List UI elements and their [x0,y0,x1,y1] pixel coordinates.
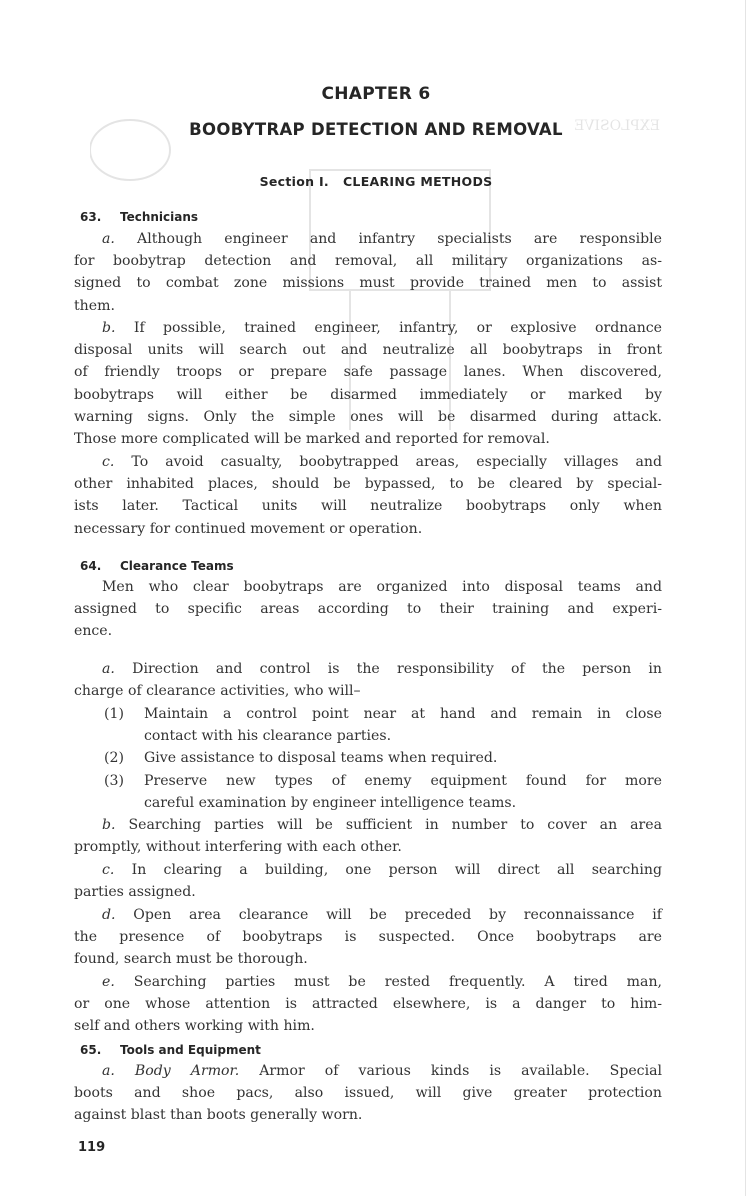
text-line: Maintain a control point near at hand and remain in close [144,706,662,722]
text-line: Preserve new types of enemy equipment found for more [144,773,662,789]
text-line: Men who clear boobytraps are organized into disposal teams and [102,579,662,595]
text-line: them. [74,297,115,314]
text-line: ence. [74,623,113,640]
text-line: Searching parties will be sufficient in number to cover an area [128,817,662,833]
svg-text:EXPLOSIVE: EXPLOSIVE [574,118,660,134]
paragraph-63a [74,228,662,317]
subparagraph-title: Body Armor. [134,1063,240,1079]
text-line: Give assistance to disposal teams when required. [144,750,498,766]
text-line: contact with his clearance parties. [144,728,392,745]
text-line: promptly, without interfering with each other. [74,839,402,856]
text-line: Although engineer and infantry specialists are responsible [137,231,662,247]
text-line: To avoid casualty, boobytrapped areas, especially villages and [131,454,662,470]
text-line: ists later. Tactical units will neutralize boobytraps only when [74,498,662,515]
text-line: boobytraps will either be disarmed immediately or marked by [74,386,662,403]
subparagraph-marker: c. [102,454,115,470]
text-line: parties assigned. [74,884,196,901]
chapter-title: BOOBYTRAP DETECTION AND REMOVAL [189,120,563,139]
paragraph-number: 65. [80,1043,102,1057]
paragraph-64d [74,904,662,971]
section-title: CLEARING METHODS [342,174,493,189]
subparagraph-marker: c. [102,862,115,878]
text-line: In clearing a building, one person will direct all searching [131,862,662,878]
text-line: for boobytrap detection and removal, all military organizations as- [74,253,662,270]
text-line: Those more complicated will be marked and reported for removal. [74,431,550,448]
paragraph-title: Tools and Equipment [120,1043,261,1057]
text-line: Searching parties must be rested frequently. A tired man, [133,974,662,990]
text-line: of friendly troops or prepare safe passage lanes. When discovered, [74,364,662,381]
subparagraph-marker: e. [102,974,115,990]
paragraph-65-heading [80,1043,261,1057]
chapter-label: CHAPTER 6 [321,84,431,104]
paragraph-64-heading [80,559,234,573]
text-line: Direction and control is the responsibility of the person in [132,661,663,677]
list-item-3 [74,770,662,814]
paragraph-63-heading [80,210,198,224]
paragraph-64-intro [74,576,662,643]
text-line: against blast than boots generally worn. [74,1107,363,1124]
list-item-1 [74,703,662,747]
subparagraph-marker: b. [102,320,116,336]
paragraph-64e [74,971,662,1038]
text-line: necessary for continued movement or operation. [74,520,423,537]
paragraph-63c [74,451,662,540]
text-line: Armor of various kinds is available. Special [259,1063,662,1079]
text-line: assigned to specific areas according to their training and experi- [74,601,662,618]
section-heading [0,174,752,189]
text-line: found, search must be thorough. [74,951,308,968]
paragraph-title: Clearance Teams [120,559,234,573]
list-marker: (3) [104,773,124,789]
text-line: disposal units will search out and neutralize all boobytraps in front [74,342,662,359]
subparagraph-marker: d. [102,907,116,923]
text-line: warning signs. Only the simple ones will be disarmed during attack. [74,408,662,425]
paragraph-title: Technicians [120,210,199,224]
list-marker: (1) [104,706,124,722]
text-line: the presence of boobytraps is suspected. Once boobytraps are [74,929,662,946]
text-line: boots and shoe pacs, also issued, will give greater protection [74,1085,662,1102]
paragraph-number: 63. [80,210,102,224]
text-line: or one whose attention is attracted elsewhere, is a danger to him- [74,996,662,1013]
text-line: other inhabited places, should be bypassed, to be cleared by special- [74,476,662,493]
paragraph-65a [74,1060,662,1127]
list-marker: (2) [104,750,124,766]
text-line: signed to combat zone missions must provide trained men to assist [74,275,662,292]
subparagraph-marker: a. [102,661,115,677]
list-item-2 [74,747,662,769]
paragraph-64a [74,658,662,702]
text-line: self and others working with him. [74,1018,315,1035]
text-line: If possible, trained engineer, infantry, or explosive ordnance [133,320,663,336]
subparagraph-marker: b. [102,817,116,833]
subparagraph-marker: a. [102,231,115,247]
subparagraph-marker: a. [102,1063,115,1079]
paragraph-number: 64. [80,559,102,573]
text-line: Open area clearance will be preceded by reconnaissance if [133,907,663,923]
text-line: careful examination by engineer intelligence teams. [144,795,517,812]
section-label: Section I. [259,174,329,189]
paragraph-64c [74,859,662,903]
paragraph-64b [74,814,662,858]
text-line: charge of clearance activities, who will– [74,683,361,700]
paragraph-63b [74,317,662,450]
page-number: 119 [78,1140,106,1155]
